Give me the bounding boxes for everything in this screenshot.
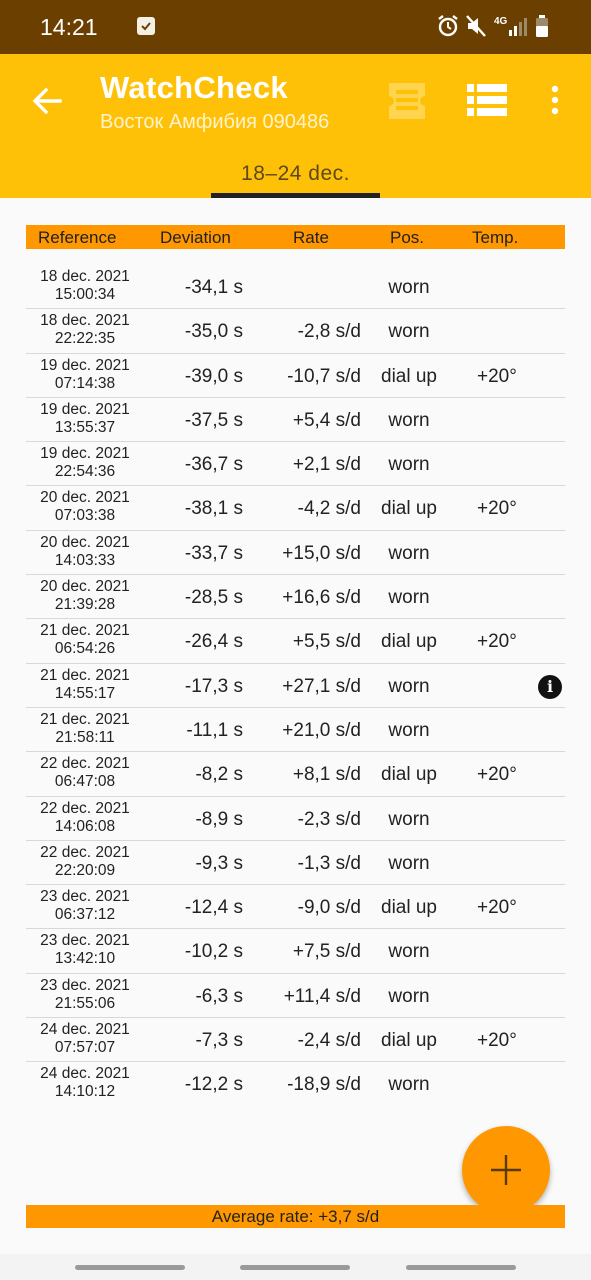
tab-week[interactable] xyxy=(211,146,380,198)
header-rate: Rate xyxy=(293,228,329,247)
position-value: worn xyxy=(388,852,430,874)
reference-time: 22:20:09 xyxy=(54,861,116,879)
deviation-cell: -12,4 s xyxy=(184,897,243,919)
reference-time: 06:37:12 xyxy=(54,906,116,924)
deviation-cell: -35,0 s xyxy=(184,321,243,343)
measurements-list xyxy=(26,265,565,1107)
table-row[interactable] xyxy=(26,265,565,309)
deviation-cell: -7,3 s xyxy=(195,1030,243,1052)
deviation-cell: -10,2 s xyxy=(184,941,243,963)
reference-time: 07:14:38 xyxy=(54,374,116,392)
reference-cell xyxy=(26,489,144,525)
reference-cell xyxy=(26,357,144,393)
position-value: dial up xyxy=(381,498,437,520)
reference-cell xyxy=(26,268,144,304)
network-type: 4G xyxy=(494,16,508,27)
reference-time: 07:03:38 xyxy=(54,507,116,525)
reference-date: 19 dec. 2021 xyxy=(40,356,130,374)
temperature-cell: +20° xyxy=(477,365,517,387)
reference-date: 19 dec. 2021 xyxy=(40,445,130,463)
ticket-icon[interactable] xyxy=(385,79,429,128)
position-value: worn xyxy=(388,321,430,343)
reference-cell xyxy=(26,401,144,437)
reference-cell xyxy=(26,622,144,658)
position-value: worn xyxy=(388,277,430,298)
rate-cell: +11,4 s/d xyxy=(283,985,361,1007)
position-value: worn xyxy=(388,454,430,476)
reference-date: 23 dec. 2021 xyxy=(40,932,130,950)
reference-cell xyxy=(26,1065,144,1101)
reference-cell xyxy=(26,667,144,703)
position-value: worn xyxy=(388,808,430,830)
mute-icon xyxy=(465,14,487,43)
reference-date: 22 dec. 2021 xyxy=(40,799,130,817)
reference-date: 22 dec. 2021 xyxy=(40,843,130,861)
table-row[interactable] xyxy=(26,531,565,575)
table-row[interactable] xyxy=(26,442,565,486)
position-value: worn xyxy=(388,409,430,431)
position-value: worn xyxy=(388,985,430,1007)
reference-time: 06:54:26 xyxy=(54,640,116,658)
rate-cell: +5,5 s/d xyxy=(292,631,361,653)
reference-date: 21 dec. 2021 xyxy=(40,666,130,684)
reference-cell xyxy=(26,711,144,747)
reference-date: 23 dec. 2021 xyxy=(40,888,130,906)
back-arrow-icon[interactable] xyxy=(30,84,64,118)
table-row[interactable] xyxy=(26,841,565,885)
reference-time: 13:55:37 xyxy=(54,418,116,436)
position-value: dial up xyxy=(381,897,437,919)
app-bar xyxy=(0,54,591,146)
add-measurement-button[interactable] xyxy=(462,1126,550,1214)
signal-icon xyxy=(507,14,527,43)
reference-time: 06:47:08 xyxy=(54,773,116,791)
table-row[interactable] xyxy=(26,486,565,530)
deviation-cell: -28,5 s xyxy=(184,587,243,609)
rate-cell: -2,3 s/d xyxy=(297,808,361,830)
reference-cell xyxy=(26,888,144,924)
reference-cell xyxy=(26,932,144,968)
reference-time: 15:00:34 xyxy=(54,286,116,303)
reference-time: 07:57:07 xyxy=(54,1039,116,1057)
reference-cell xyxy=(26,1021,144,1057)
watch-subtitle: Восток Амфибия 090486 xyxy=(100,111,330,133)
rate-cell: -1,3 s/d xyxy=(297,852,361,874)
deviation-cell: -33,7 s xyxy=(184,542,243,564)
deviation-cell: -9,3 s xyxy=(195,852,243,874)
week-tab-bar xyxy=(0,146,591,198)
position-value: worn xyxy=(388,719,430,741)
deviation-cell: -37,5 s xyxy=(184,409,243,431)
table-row[interactable] xyxy=(26,974,565,1018)
battery-icon xyxy=(535,14,549,43)
reference-time: 21:39:28 xyxy=(54,596,116,614)
position-value: worn xyxy=(388,675,430,697)
reference-cell xyxy=(26,755,144,791)
reference-cell xyxy=(26,578,144,614)
deviation-cell: -12,2 s xyxy=(184,1074,243,1096)
deviation-cell: -34,1 s xyxy=(184,277,243,298)
reference-time: 21:58:11 xyxy=(55,728,115,746)
table-row[interactable] xyxy=(26,752,565,796)
reference-date: 24 dec. 2021 xyxy=(40,1065,130,1083)
table-row[interactable] xyxy=(26,929,565,973)
deviation-cell: -8,9 s xyxy=(195,808,243,830)
position-value: dial up xyxy=(381,1030,437,1052)
position-value: dial up xyxy=(381,631,437,653)
position-value: worn xyxy=(388,542,430,564)
deviation-cell: -36,7 s xyxy=(184,454,243,476)
reference-time: 14:55:17 xyxy=(54,684,116,702)
nav-home-button[interactable] xyxy=(240,1265,350,1270)
deviation-cell: -8,2 s xyxy=(195,764,243,786)
reference-time: 13:42:10 xyxy=(54,950,116,968)
table-row[interactable] xyxy=(26,619,565,663)
reference-time: 21:55:06 xyxy=(54,994,116,1012)
checkbox-notification-icon xyxy=(137,17,155,35)
table-header xyxy=(26,225,565,249)
rate-cell: +8,1 s/d xyxy=(292,764,361,786)
table-row[interactable] xyxy=(26,575,565,619)
reference-date: 20 dec. 2021 xyxy=(40,578,130,596)
reference-date: 23 dec. 2021 xyxy=(40,976,130,994)
reference-date: 18 dec. 2021 xyxy=(40,312,130,330)
plus-icon xyxy=(489,1153,523,1187)
rate-cell: +21,0 s/d xyxy=(282,719,361,741)
reference-time: 22:54:36 xyxy=(54,463,116,481)
position-value: dial up xyxy=(381,764,437,786)
reference-cell xyxy=(26,977,144,1013)
rate-cell: +5,4 s/d xyxy=(292,409,361,431)
rate-cell: -10,7 s/d xyxy=(287,365,361,387)
reference-date: 22 dec. 2021 xyxy=(40,755,130,773)
reference-date: 19 dec. 2021 xyxy=(40,400,130,418)
status-icons xyxy=(437,14,557,40)
rate-cell: +7,5 s/d xyxy=(292,941,361,963)
table-row[interactable] xyxy=(26,398,565,442)
tab-week-label: 18–24 dec. xyxy=(241,162,350,185)
header-deviation: Deviation xyxy=(160,228,231,247)
reference-date: 20 dec. 2021 xyxy=(40,533,130,551)
tab-indicator xyxy=(211,193,380,198)
temperature-cell: +20° xyxy=(477,764,517,786)
table-row[interactable] xyxy=(26,797,565,841)
temperature-cell: +20° xyxy=(477,897,517,919)
reference-date: 21 dec. 2021 xyxy=(40,710,130,728)
rate-cell: -9,0 s/d xyxy=(297,897,361,919)
rate-cell: -2,8 s/d xyxy=(297,321,361,343)
rate-cell: +2,1 s/d xyxy=(292,454,361,476)
rate-cell: +15,0 s/d xyxy=(282,542,361,564)
position-value: worn xyxy=(388,1074,430,1096)
table-row[interactable] xyxy=(26,885,565,929)
reference-date: 20 dec. 2021 xyxy=(40,489,130,507)
reference-time: 14:03:33 xyxy=(54,551,116,569)
info-icon[interactable]: i xyxy=(538,675,562,699)
rate-cell: +16,6 s/d xyxy=(282,587,361,609)
table-row[interactable] xyxy=(26,309,565,353)
deviation-cell: -39,0 s xyxy=(184,365,243,387)
reference-time: 22:22:35 xyxy=(54,330,116,348)
header-position: Pos. xyxy=(390,228,425,247)
reference-cell xyxy=(26,800,144,836)
nav-back-button[interactable] xyxy=(406,1265,516,1270)
deviation-cell: -17,3 s xyxy=(184,675,243,697)
deviation-cell: -11,1 s xyxy=(186,719,243,741)
overflow-menu-icon[interactable] xyxy=(545,85,565,120)
header-temperature: Temp. xyxy=(472,228,519,247)
system-nav-bar xyxy=(0,1254,591,1280)
reference-time: 14:06:08 xyxy=(54,817,116,835)
position-value: worn xyxy=(388,941,430,963)
list-icon[interactable] xyxy=(467,84,507,121)
app-title: WatchCheck xyxy=(100,70,288,105)
reference-time: 14:10:12 xyxy=(54,1083,116,1101)
deviation-cell: -38,1 s xyxy=(184,498,243,520)
deviation-cell: -6,3 s xyxy=(195,985,243,1007)
rate-cell: -18,9 s/d xyxy=(287,1074,361,1096)
table-row[interactable] xyxy=(26,354,565,398)
table-row[interactable] xyxy=(26,1062,565,1106)
temperature-cell: +20° xyxy=(477,498,517,520)
status-time: 14:21 xyxy=(40,14,98,40)
deviation-cell: -26,4 s xyxy=(184,631,243,653)
reference-cell xyxy=(26,534,144,570)
reference-date: 24 dec. 2021 xyxy=(40,1021,130,1039)
average-rate-bar: Average rate: +3,7 s/d xyxy=(26,1205,565,1228)
reference-date: 18 dec. 2021 xyxy=(40,268,130,285)
rate-cell: -4,2 s/d xyxy=(297,498,361,520)
table-row[interactable] xyxy=(26,664,565,708)
reference-date: 21 dec. 2021 xyxy=(40,622,130,640)
temperature-cell: +20° xyxy=(477,631,517,653)
rate-cell: +27,1 s/d xyxy=(282,675,361,697)
table-row[interactable] xyxy=(26,1018,565,1062)
nav-recents-button[interactable] xyxy=(75,1265,185,1270)
rate-cell: -2,4 s/d xyxy=(297,1030,361,1052)
status-bar xyxy=(0,0,591,54)
table-row[interactable] xyxy=(26,708,565,752)
reference-cell xyxy=(26,312,144,348)
header-reference: Reference xyxy=(38,228,117,247)
reference-cell xyxy=(26,844,144,880)
position-value: dial up xyxy=(381,365,437,387)
temperature-cell: +20° xyxy=(477,1030,517,1052)
position-value: worn xyxy=(388,587,430,609)
reference-cell xyxy=(26,445,144,481)
alarm-icon xyxy=(437,14,459,43)
